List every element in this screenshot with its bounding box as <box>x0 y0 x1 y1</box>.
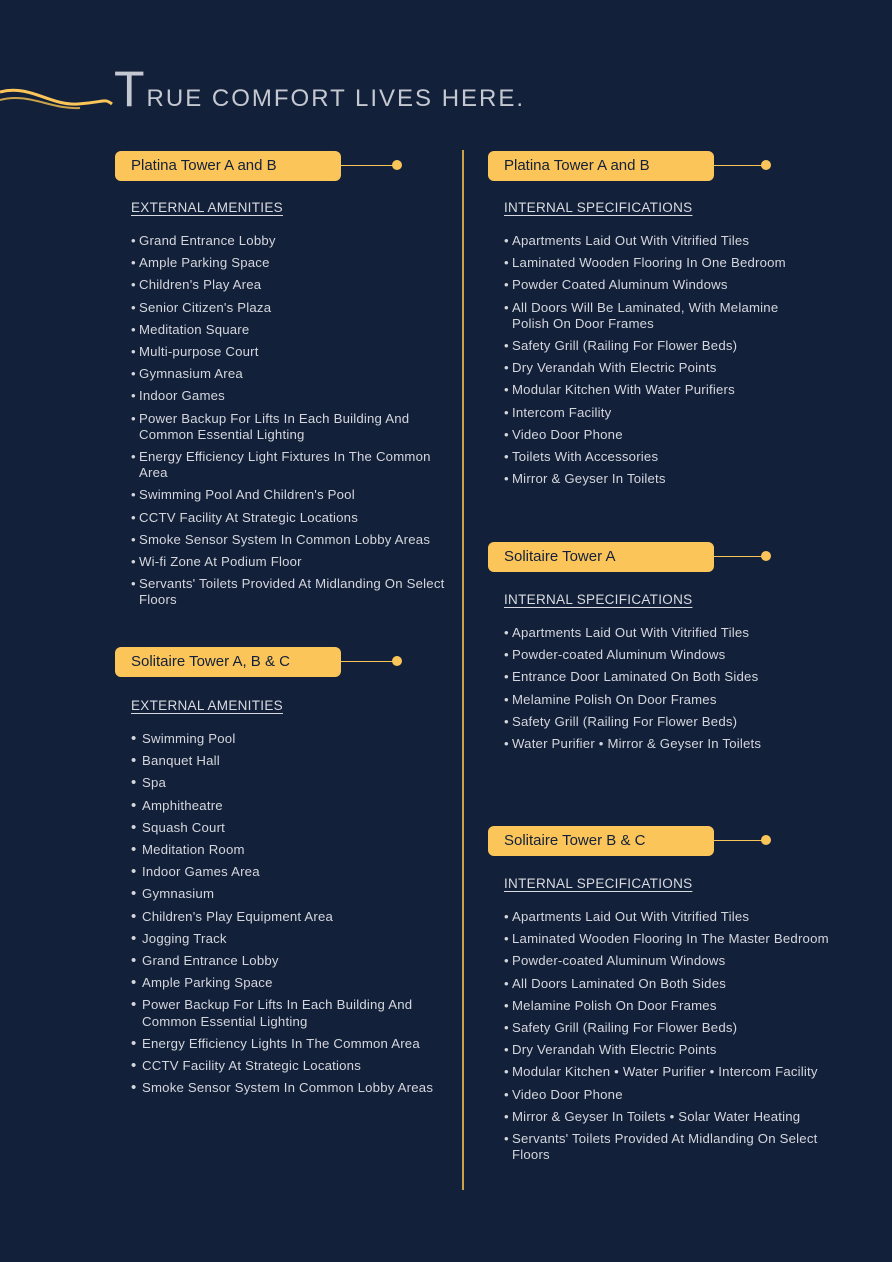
title-initial: T <box>114 61 147 117</box>
list-item: • Meditation Room <box>131 842 449 858</box>
list-item: • Melamine Polish On Door Frames <box>504 692 834 708</box>
list-item: • Video Door Phone <box>504 1087 854 1103</box>
tag-platina-left: Platina Tower A and B <box>115 151 341 181</box>
list-item: • Apartments Laid Out With Vitrified Tiles <box>504 625 834 641</box>
list-item: • Squash Court <box>131 820 449 836</box>
list-item: • Smoke Sensor System In Common Lobby Areas <box>131 1080 449 1096</box>
list-item: • All Doors Will Be Laminated, With Melamine Polish On Door Frames <box>504 300 804 332</box>
connector-line <box>341 165 397 166</box>
list-item: • Entrance Door Laminated On Both Sides <box>504 669 834 685</box>
list-item: • Energy Efficiency Lights In The Common Area <box>131 1036 449 1052</box>
list-item: • Wi-fi Zone At Podium Floor <box>131 554 449 570</box>
list-item: • Grand Entrance Lobby <box>131 233 449 249</box>
connector-line <box>341 661 397 662</box>
list-item: • Powder-coated Aluminum Windows <box>504 647 834 663</box>
connector-dot-icon <box>761 160 771 170</box>
heading-external-amenities: EXTERNAL AMENITIES <box>131 200 283 215</box>
list-item: • Spa <box>131 775 449 791</box>
list-item: • Power Backup For Lifts In Each Building And Common Essential Lighting <box>131 411 449 443</box>
heading-internal-specifications: INTERNAL SPECIFICATIONS <box>504 876 693 891</box>
list-item: • Children's Play Equipment Area <box>131 909 449 925</box>
list-item: • Gymnasium <box>131 886 449 902</box>
connector-line <box>714 556 766 557</box>
list-item: • Safety Grill (Railing For Flower Beds) <box>504 714 834 730</box>
list-external-amenities-platina <box>131 233 449 615</box>
list-item: • Gymnasium Area <box>131 366 449 382</box>
list-item: • Safety Grill (Railing For Flower Beds) <box>504 1020 854 1036</box>
connector-line <box>714 165 766 166</box>
heading-internal-specifications: INTERNAL SPECIFICATIONS <box>504 592 693 607</box>
list-item: • Laminated Wooden Flooring In The Master Bedroom <box>504 931 854 947</box>
list-item: • Ample Parking Space <box>131 255 449 271</box>
list-item: • Energy Efficiency Light Fixtures In The Common Area <box>131 449 449 481</box>
page-title <box>114 60 525 118</box>
list-item: • Dry Verandah With Electric Points <box>504 360 804 376</box>
list-item: • Multi-purpose Court <box>131 344 449 360</box>
list-item: • Modular Kitchen • Water Purifier • Intercom Facility <box>504 1064 854 1080</box>
list-item: • Indoor Games Area <box>131 864 449 880</box>
list-item: • Modular Kitchen With Water Purifiers <box>504 382 804 398</box>
heading-external-amenities: EXTERNAL AMENITIES <box>131 698 283 713</box>
tag-platina-right: Platina Tower A and B <box>488 151 714 181</box>
list-item: • Water Purifier • Mirror & Geyser In Toilets <box>504 736 834 752</box>
list-item: • Apartments Laid Out With Vitrified Tiles <box>504 233 804 249</box>
list-item: • Swimming Pool <box>131 731 449 747</box>
heading-internal-specifications: INTERNAL SPECIFICATIONS <box>504 200 693 215</box>
list-item: • Grand Entrance Lobby <box>131 953 449 969</box>
list-item: • Mirror & Geyser In Toilets • Solar Water Heating <box>504 1109 854 1125</box>
wave-ornament-icon <box>0 80 120 120</box>
connector-dot-icon <box>761 835 771 845</box>
list-item: • Senior Citizen's Plaza <box>131 300 449 316</box>
tag-solitaire-a: Solitaire Tower A <box>488 542 714 572</box>
list-item: • Banquet Hall <box>131 753 449 769</box>
list-internal-specs-solitaire-bc <box>504 909 854 1169</box>
connector-dot-icon <box>392 656 402 666</box>
list-external-amenities-solitaire <box>131 731 449 1102</box>
list-item: • Apartments Laid Out With Vitrified Tiles <box>504 909 854 925</box>
list-item: • Powder Coated Aluminum Windows <box>504 277 804 293</box>
list-item: • All Doors Laminated On Both Sides <box>504 976 854 992</box>
connector-dot-icon <box>761 551 771 561</box>
list-item: • Toilets With Accessories <box>504 449 804 465</box>
list-internal-specs-platina <box>504 233 804 493</box>
list-item: • Ample Parking Space <box>131 975 449 991</box>
list-item: • Power Backup For Lifts In Each Building And Common Essential Lighting <box>131 997 449 1029</box>
tag-solitaire-left: Solitaire Tower A, B & C <box>115 647 341 677</box>
list-item: • Jogging Track <box>131 931 449 947</box>
list-item: • Powder-coated Aluminum Windows <box>504 953 854 969</box>
list-item: • Safety Grill (Railing For Flower Beds) <box>504 338 804 354</box>
list-item: • CCTV Facility At Strategic Locations <box>131 1058 449 1074</box>
list-item: • Indoor Games <box>131 388 449 404</box>
list-item: • CCTV Facility At Strategic Locations <box>131 510 449 526</box>
list-item: • Children's Play Area <box>131 277 449 293</box>
tag-solitaire-bc: Solitaire Tower B & C <box>488 826 714 856</box>
list-item: • Intercom Facility <box>504 405 804 421</box>
list-item: • Video Door Phone <box>504 427 804 443</box>
list-internal-specs-solitaire-a <box>504 625 834 758</box>
list-item: • Melamine Polish On Door Frames <box>504 998 854 1014</box>
list-item: • Dry Verandah With Electric Points <box>504 1042 854 1058</box>
list-item: • Mirror & Geyser In Toilets <box>504 471 804 487</box>
title-rest: RUE COMFORT LIVES HERE. <box>146 85 526 112</box>
connector-dot-icon <box>392 160 402 170</box>
list-item: • Servants' Toilets Provided At Midlanding On Select Floors <box>504 1131 854 1163</box>
connector-line <box>714 840 766 841</box>
column-divider <box>462 150 464 1190</box>
list-item: • Laminated Wooden Flooring In One Bedroom <box>504 255 804 271</box>
list-item: • Swimming Pool And Children's Pool <box>131 487 449 503</box>
list-item: • Smoke Sensor System In Common Lobby Areas <box>131 532 449 548</box>
list-item: • Meditation Square <box>131 322 449 338</box>
list-item: • Amphitheatre <box>131 798 449 814</box>
list-item: • Servants' Toilets Provided At Midlanding On Select Floors <box>131 576 449 608</box>
